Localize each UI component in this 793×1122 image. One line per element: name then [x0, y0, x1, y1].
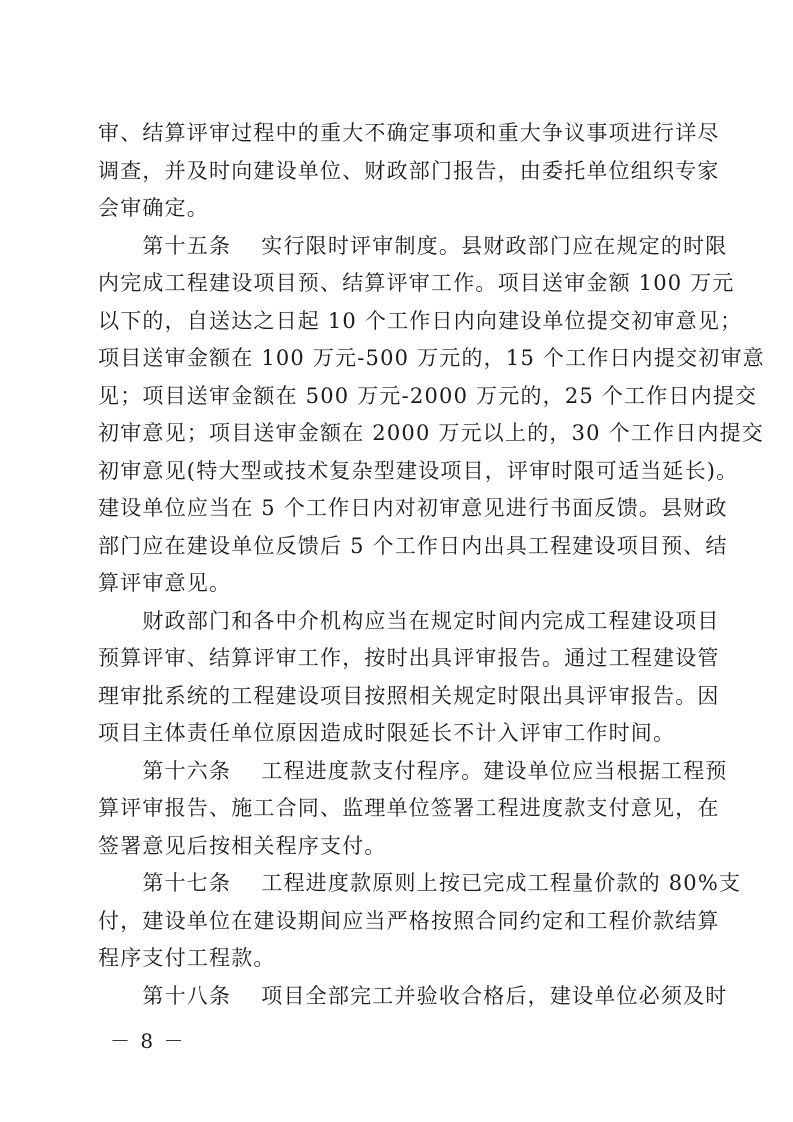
text-line: 第十七条 工程进度款原则上按已完成工程量价款的 80%支	[98, 871, 742, 895]
text-line: 见；项目送审金额在 500 万元-2000 万元的，25 个工作日内提交	[98, 383, 758, 408]
text-line: 项目送审金额在 100 万元-500 万元的，15 个工作日内提交初审意	[98, 346, 765, 370]
text-line: 部门应在建设单位反馈后 5 个工作日内出具工程建设项目预、结	[98, 533, 728, 558]
text-line: 第十八条 项目全部完工并验收合格后，建设单位必须及时	[98, 983, 728, 1008]
text-line: 第十五条 实行限时评审制度。县财政部门应在规定的时限	[98, 233, 728, 258]
text-line: 算评审报告、施工合同、监理单位签署工程进度款支付意见，在	[98, 796, 720, 820]
text-line: 签署意见后按相关程序支付。	[98, 833, 387, 858]
text-line: 财政部门和各中介机构应当在规定时间内完成工程建设项目	[98, 608, 720, 633]
text-line: 项目主体责任单位原因造成时限延长不计入评审工作时间。	[98, 721, 676, 745]
text-line: 审、结算评审过程中的重大不确定事项和重大争议事项进行详尽	[98, 121, 720, 145]
text-line: 付，建设单位在建设期间应当严格按照合同约定和工程价款结算	[98, 908, 720, 933]
text-line: 初审意见(特大型或技术复杂型建设项目，评审时限可适当延长)。	[98, 458, 739, 483]
text-line: 预算评审、结算评审工作，按时出具评审报告。通过工程建设管	[98, 646, 720, 670]
text-line: 以下的，自送达之日起 10 个工作日内向建设单位提交初审意见；	[98, 308, 743, 333]
text-line: 程序支付工程款。	[98, 946, 276, 970]
text-line: 初审意见；项目送审金额在 2000 万元以上的，30 个工作日内提交	[98, 421, 764, 445]
text-line: 算评审意见。	[98, 571, 232, 595]
text-line: 内完成工程建设项目预、结算评审工作。项目送审金额 100 万元	[98, 271, 735, 295]
page-number: － 8 －	[110, 1029, 186, 1053]
text-line: 第十六条 工程进度款支付程序。建设单位应当根据工程预	[98, 758, 728, 783]
text-line: 理审批系统的工程建设项目按照相关规定时限出具评审报告。因	[98, 683, 720, 708]
text-line: 会审确定。	[98, 196, 209, 220]
text-line: 调查，并及时向建设单位、财政部门报告，由委托单位组织专家	[98, 158, 720, 183]
text-line: 建设单位应当在 5 个工作日内对初审意见进行书面反馈。县财政	[98, 496, 728, 520]
